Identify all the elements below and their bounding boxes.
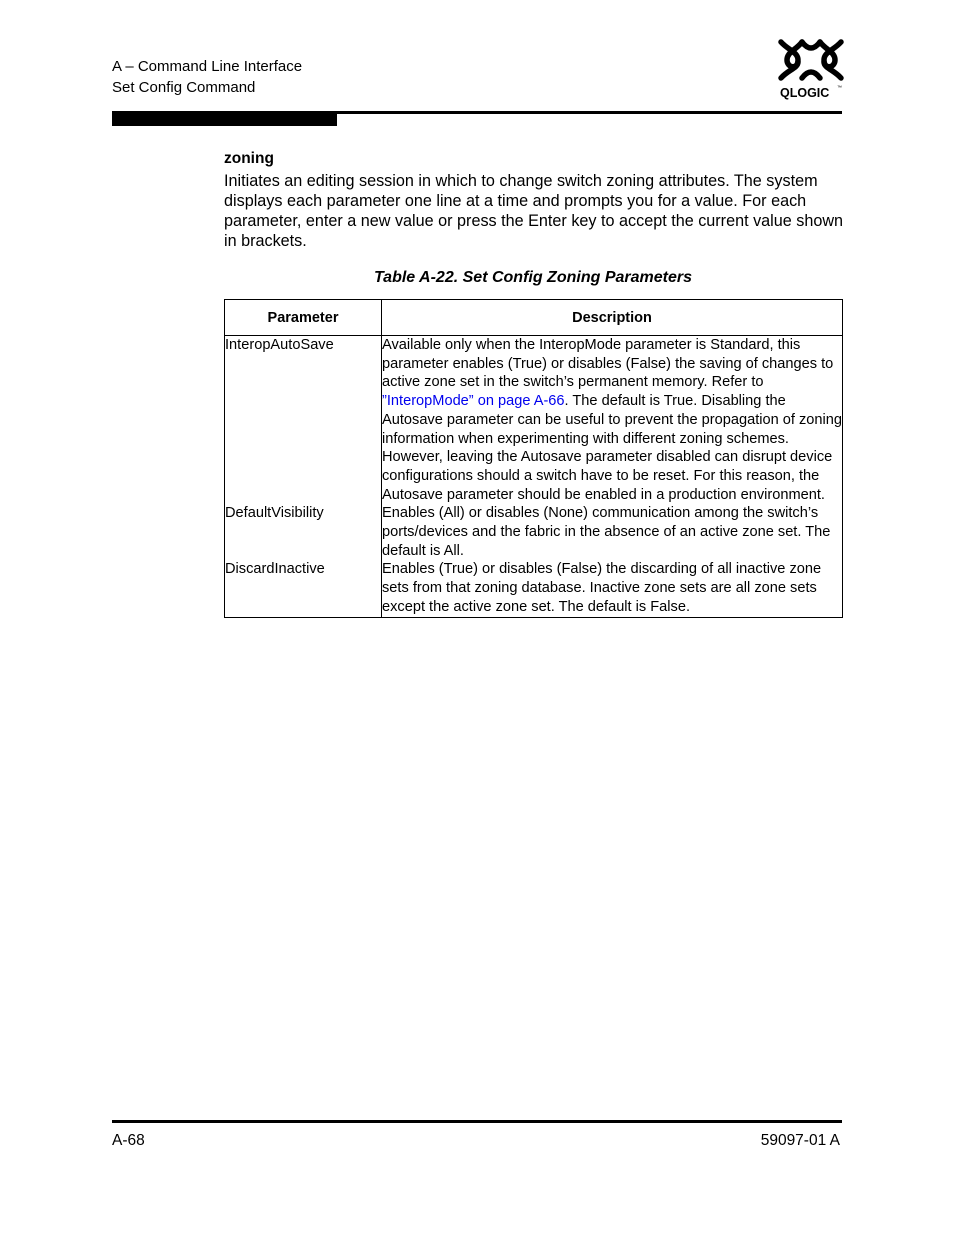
parameter-description: Enables (True) or disables (False) the discarding of all inactive zone sets from that zoning database. Inactive zone sets are all zone sets except the active zone set. The default is False. (382, 560, 843, 617)
logo-wordmark: QLOGIC (780, 86, 830, 100)
table-row (225, 336, 843, 505)
document-id: 59097-01 A (760, 1132, 840, 1149)
header-rule-tab (112, 111, 337, 126)
column-header-parameter: Parameter (225, 300, 382, 336)
description-text: Available only when the InteropMode parameter is Standard, this parameter enables (True) or disables (False) the saving of changes to active zone set in the switch’s permanent memory. Refer to (382, 337, 834, 391)
table-row (225, 560, 843, 617)
page-number: A-68 (112, 1132, 145, 1149)
header-chapter: A – Command Line Interface (112, 58, 303, 75)
parameter-name: DiscardInactive (225, 560, 382, 617)
parameter-description: Enables (All) or disables (None) communication among the switch’s ports/devices and the fabric in the absence of an active zone set. The default is All. (382, 504, 843, 560)
parameter-name: DefaultVisibility (225, 504, 382, 560)
table-row (225, 504, 843, 560)
intro-paragraph: Initiates an editing session in which to change switch zoning attributes. The system displays each parameter one line at a time and prompts you for a value. For each parameter, enter a new value or press the Enter key to accept the current value shown in brackets. (224, 172, 844, 250)
header-section: Set Config Command (112, 79, 256, 96)
qlogic-logo (778, 38, 844, 100)
interopmode-xref-link[interactable]: ”InteropMode” on page A-66 (382, 393, 565, 410)
table-caption: Table A-22. Set Config Zoning Parameters (374, 269, 692, 286)
parameter-description (382, 336, 843, 505)
parameter-name: InteropAutoSave (225, 336, 382, 505)
logo-trademark: ™ (837, 85, 842, 91)
table-header-row (225, 300, 843, 336)
description-text: . The default is True. Disabling the Autosave parameter can be useful to prevent the propagation of zoning information when experimenting with different zoning schemes. However, leaving the Autosave parameter disabled can disrupt device configurations should a switch have to be reset. For this reason, the Autosave parameter should be enabled in a production environment. (382, 393, 843, 503)
column-header-description: Description (382, 300, 843, 336)
zoning-parameters-table (224, 299, 843, 618)
footer-rule (112, 1120, 842, 1123)
section-title: zoning (224, 150, 274, 167)
